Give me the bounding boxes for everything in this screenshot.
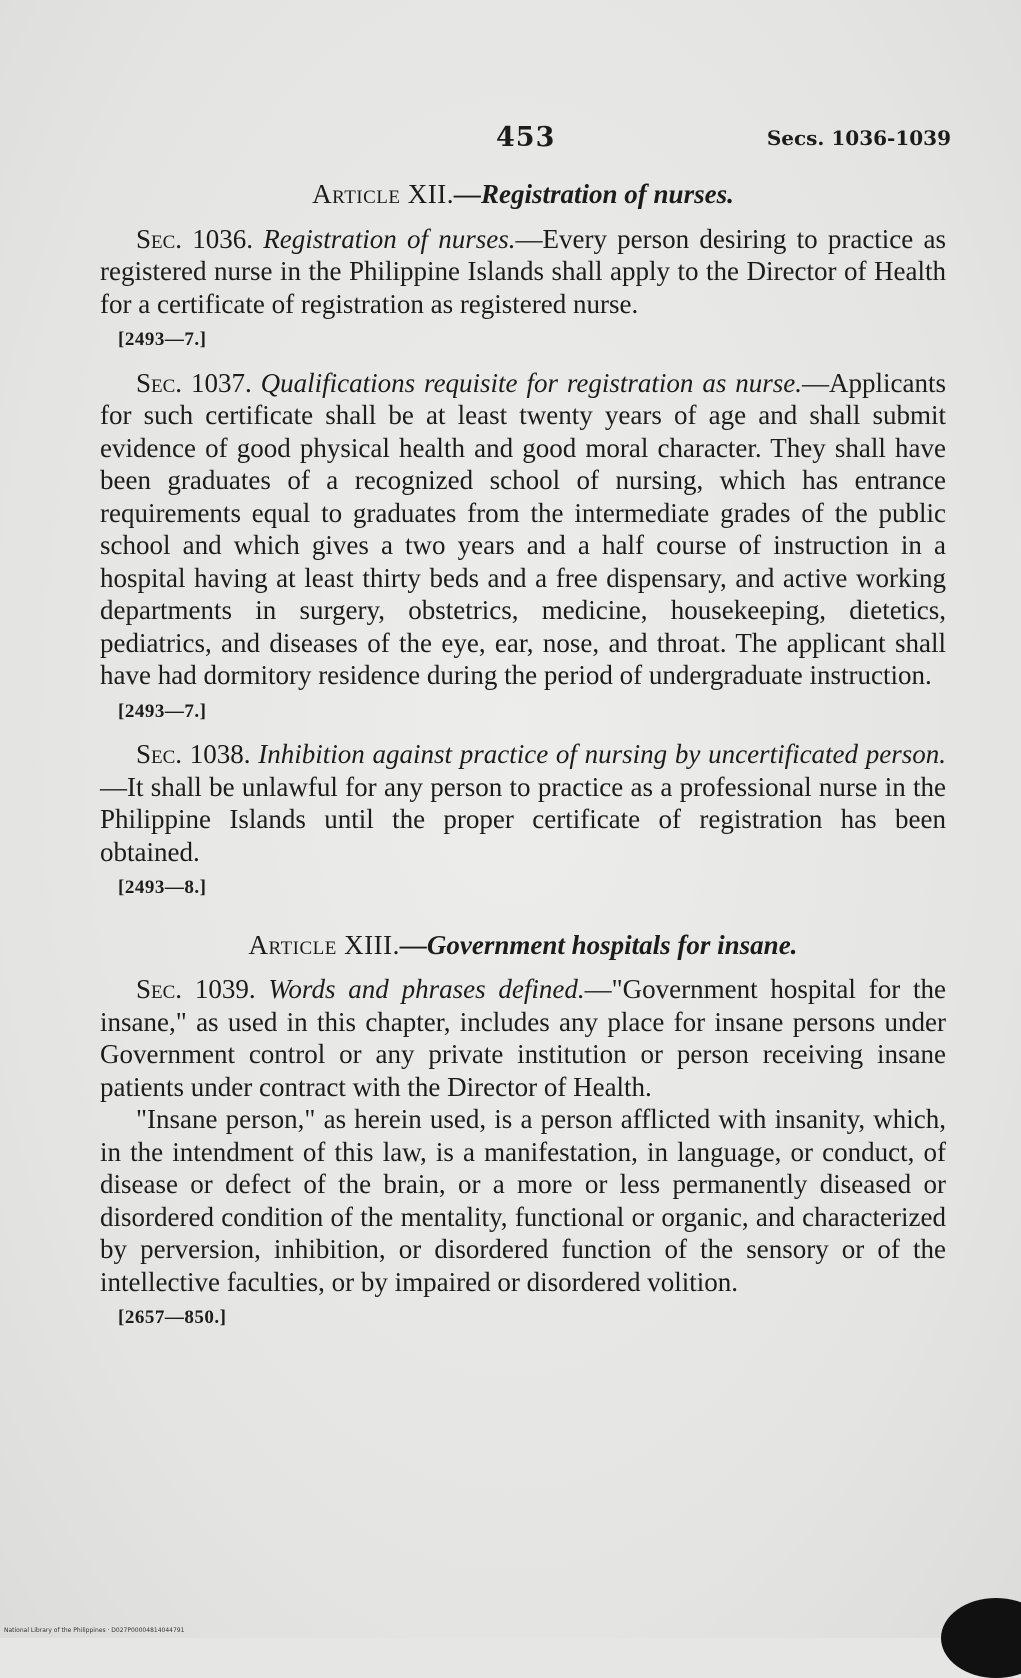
source-citation: [2657—850.] bbox=[118, 1307, 227, 1328]
section-label: Sec. 1038. bbox=[136, 739, 251, 769]
scan-corner-shadow bbox=[941, 1598, 1021, 1678]
section-paragraph bbox=[100, 223, 946, 321]
section-paragraph bbox=[100, 367, 946, 692]
source-citation: [2493—8.] bbox=[118, 877, 207, 898]
page-body bbox=[100, 178, 946, 1345]
section-paragraph bbox=[100, 738, 946, 868]
section-label: Sec. 1037. bbox=[136, 367, 252, 398]
section-paragraph-continued: "Insane person," as herein used, is a person afflicted with insanity, which, in the intendment of this law, is a manifestation, in language, or conduct, of disease or defect of the brain, or a more or less permanently diseased or disordered condition of the mentality, functional or organic, and characterized by perversion, inhibition, or disordered function of the sensory or of the intellective faculties, or by impaired or disordered volition. bbox=[100, 1104, 946, 1297]
article-title: —Government hospitals for insane. bbox=[399, 929, 798, 960]
section-caption: Qualifications requisite for registration as nurse. bbox=[260, 367, 803, 398]
section-body: —Applicants for such certificate shall be at least twenty years of age and shall submit evidence of good physical health and good moral character. They shall have been graduates of a recognized school of nursing, which has entrance requirements equal to graduates from the intermediate grades of the public school and which gives a two years and a half course of instruction in a hospital having at least thirty beds and a free dispensary, and active working departments in surgery, obstetrics, medicine, housekeeping, dietetics, pediatrics, and diseases of the eye, ear, nose, and throat. The applicant shall have had dormitory residence during the period of undergraduate instruction. bbox=[100, 367, 946, 690]
source-citation: [2493—7.] bbox=[118, 329, 207, 350]
section-paragraph bbox=[100, 973, 946, 1103]
section-body: —Every person desiring to practice as registered nurse in the Philippine Islands shall apply to the Director of Health for a certificate of registration as registered nurse. bbox=[100, 223, 946, 319]
section-label: Sec. 1036. bbox=[136, 223, 254, 254]
source-citation: [2493—7.] bbox=[118, 700, 207, 722]
section-body: —It shall be unlawful for any person to practice as a professional nurse in the Philippine Islands until the proper certificate of registration has been obtained. bbox=[100, 771, 946, 867]
article-label: Article XII. bbox=[312, 179, 455, 209]
section-caption: Words and phrases defined. bbox=[268, 974, 585, 1004]
article-label: Article XIII. bbox=[248, 929, 400, 960]
article-heading bbox=[100, 929, 946, 962]
article-title: —Registration of nurses. bbox=[454, 179, 734, 209]
scan-footer-note: National Library of the Philippines · D027P00004814044791 bbox=[4, 1627, 185, 1634]
section-body: —"Government hospital for the insane," as used in this chapter, includes any place for insane persons under Government control or any private institution or person receiving insane patients under contract with the Director of Health. bbox=[100, 974, 946, 1102]
section-range: Secs. 1036-1039 bbox=[766, 126, 951, 150]
article-heading bbox=[100, 178, 946, 211]
section-label: Sec. 1039. bbox=[136, 974, 256, 1004]
page-header bbox=[0, 122, 1021, 162]
section-caption: Inhibition against practice of nursing by uncertificated person. bbox=[258, 739, 947, 769]
page-number: 453 bbox=[496, 122, 556, 153]
section-caption: Registration of nurses. bbox=[263, 223, 516, 254]
